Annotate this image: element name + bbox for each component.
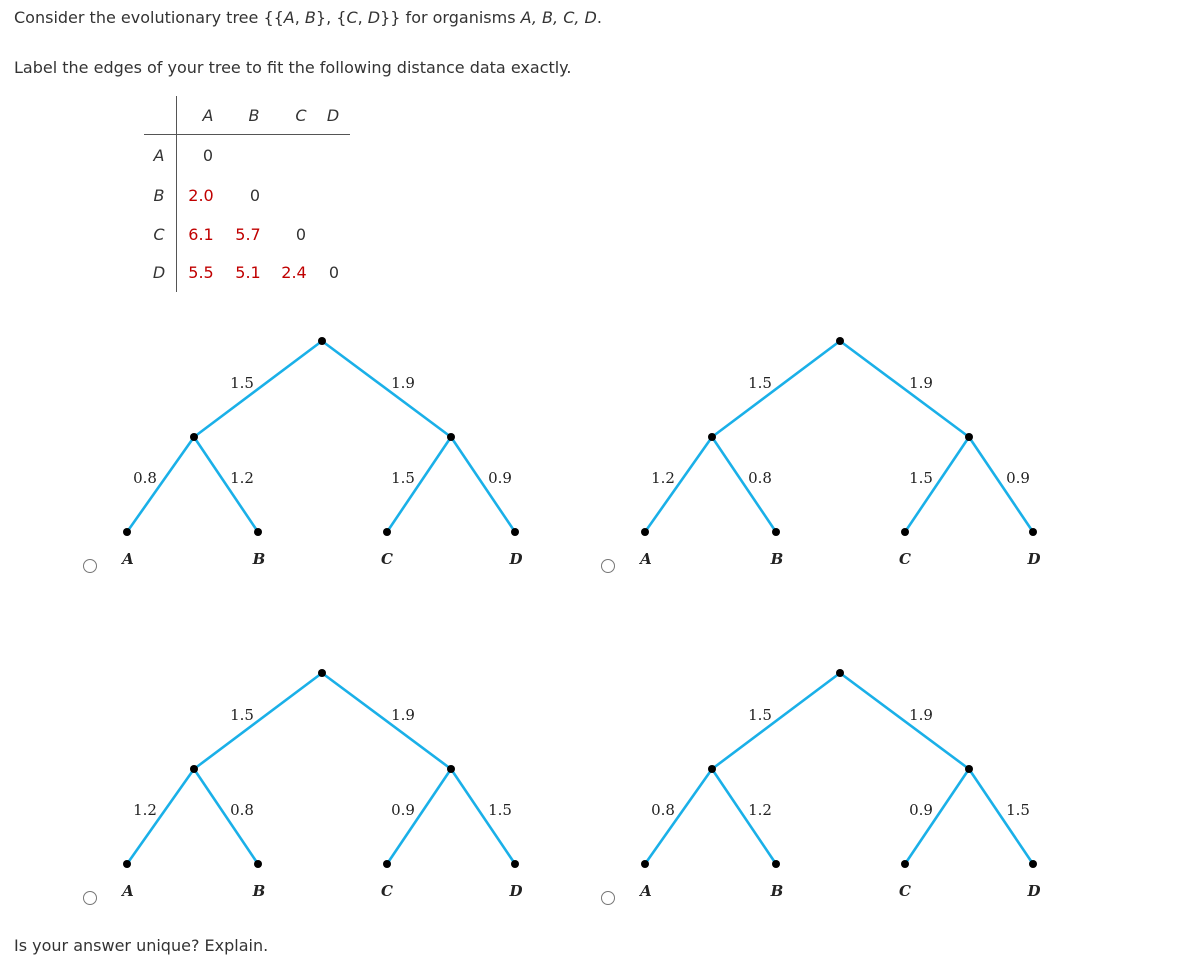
edge-label-d: 0.9 xyxy=(1006,469,1030,487)
matrix-cell: 2.0 xyxy=(188,186,214,205)
matrix-cell: 5.5 xyxy=(188,263,214,282)
leaf-label-c: C xyxy=(899,550,911,568)
matrix-cell: 0 xyxy=(295,225,307,244)
leaf-label-d: D xyxy=(1027,550,1041,568)
question-text: Consider the evolutionary tree {{A, B}, {C, D}} for organisms A, B, C, D. xyxy=(14,8,602,27)
leaf-label-c: C xyxy=(381,882,393,900)
edge-label-root-left: 1.5 xyxy=(748,706,772,724)
edge-label-b: 1.2 xyxy=(748,801,772,819)
matrix-cell: 6.1 xyxy=(188,225,214,244)
tree-node xyxy=(836,669,844,677)
instruction-text: Label the edges of your tree to fit the following distance data exactly. xyxy=(14,58,572,77)
tree-node xyxy=(901,860,909,868)
edge-label-d: 0.9 xyxy=(488,469,512,487)
tree-node xyxy=(641,860,649,868)
edge-label-d: 1.5 xyxy=(488,801,512,819)
edge-label-c: 0.9 xyxy=(909,801,933,819)
tree-node xyxy=(965,765,973,773)
matrix-row-label-a: A xyxy=(153,146,165,165)
edge-label-a: 1.2 xyxy=(133,801,157,819)
edge-label-root-right: 1.9 xyxy=(909,374,933,392)
edge-label-d: 1.5 xyxy=(1006,801,1030,819)
edge-label-c: 1.5 xyxy=(909,469,933,487)
edge-label-root-right: 1.9 xyxy=(391,706,415,724)
leaf-label-b: B xyxy=(770,882,784,900)
follow-up-question: Is your answer unique? Explain. xyxy=(14,936,269,955)
matrix-cell: 0 xyxy=(202,146,214,165)
matrix-row-label-c: C xyxy=(153,225,165,244)
edge-label-c: 1.5 xyxy=(391,469,415,487)
matrix-cell: 5.7 xyxy=(235,225,261,244)
tree-node xyxy=(708,765,716,773)
edge-label-root-right: 1.9 xyxy=(391,374,415,392)
matrix-cell: 5.1 xyxy=(235,263,261,282)
leaf-label-d: D xyxy=(1027,882,1041,900)
matrix-col-header-d: D xyxy=(326,106,340,125)
edge-label-b: 1.2 xyxy=(230,469,254,487)
matrix-cell: 0 xyxy=(328,263,340,282)
leaf-label-b: B xyxy=(252,882,266,900)
matrix-cell: 2.4 xyxy=(281,263,307,282)
matrix-row-label-b: B xyxy=(153,186,165,205)
leaf-label-d: D xyxy=(509,550,523,568)
edge-root-left xyxy=(712,673,840,769)
edge-label-a: 0.8 xyxy=(651,801,675,819)
edge-label-root-right: 1.9 xyxy=(909,706,933,724)
leaf-label-a: A xyxy=(640,882,652,900)
leaf-label-a: A xyxy=(122,550,134,568)
leaf-label-a: A xyxy=(122,882,134,900)
matrix-col-header-c: C xyxy=(295,106,307,125)
tree-node xyxy=(772,860,780,868)
edge-label-root-left: 1.5 xyxy=(230,374,254,392)
leaf-label-a: A xyxy=(640,550,652,568)
matrix-row-label-d: D xyxy=(152,263,166,282)
tree-node xyxy=(1029,860,1037,868)
edge-root-right xyxy=(840,673,969,769)
edge-label-c: 0.9 xyxy=(391,801,415,819)
edge-label-a: 0.8 xyxy=(133,469,157,487)
edge-label-b: 0.8 xyxy=(748,469,772,487)
matrix-cell: 0 xyxy=(249,186,261,205)
leaf-label-c: C xyxy=(899,882,911,900)
leaf-label-d: D xyxy=(509,882,523,900)
edge-label-b: 0.8 xyxy=(230,801,254,819)
leaf-label-b: B xyxy=(770,550,784,568)
edge-label-a: 1.2 xyxy=(651,469,675,487)
matrix-col-header-a: A xyxy=(202,106,214,125)
leaf-label-b: B xyxy=(252,550,266,568)
edge-label-root-left: 1.5 xyxy=(748,374,772,392)
leaf-label-c: C xyxy=(381,550,393,568)
matrix-col-header-b: B xyxy=(248,106,260,125)
edge-label-root-left: 1.5 xyxy=(230,706,254,724)
